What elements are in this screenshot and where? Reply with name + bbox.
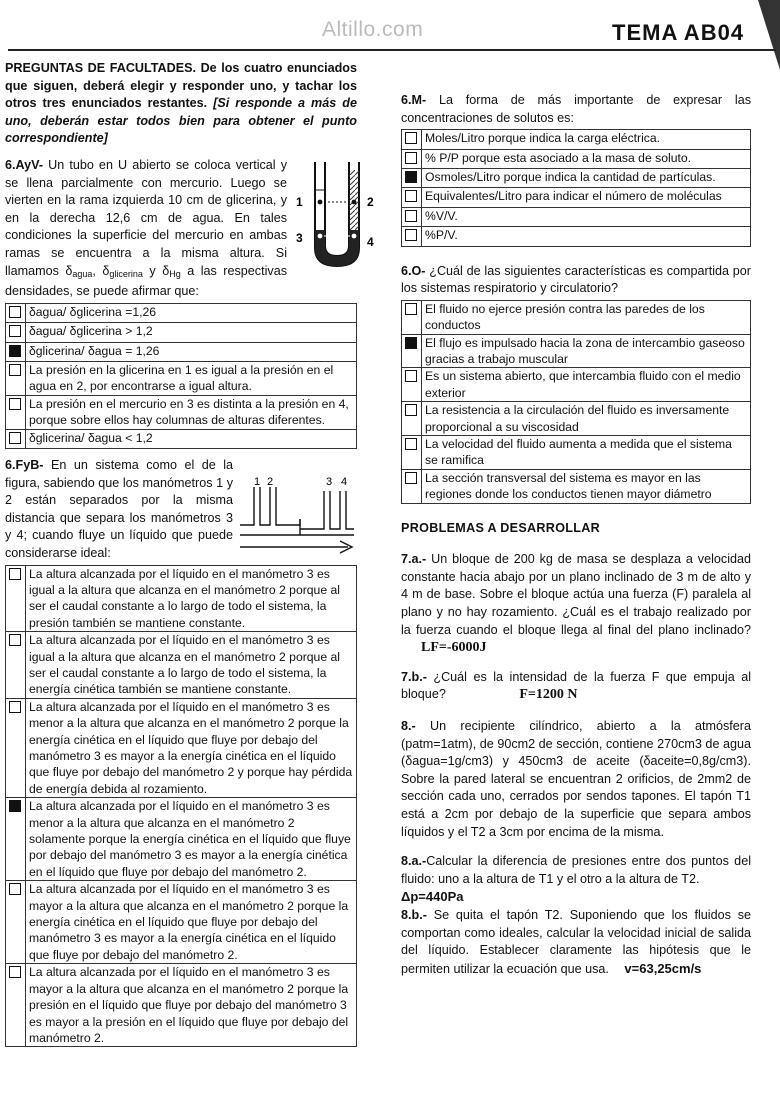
option-text: La velocidad del fluido aumenta a medida que el sistema se ramifica [422, 436, 751, 470]
option-row[interactable] [402, 207, 751, 226]
question-6m: 6.M- La forma de más importante de expresar las concentraciones de solutos es: [401, 93, 751, 125]
option-row[interactable] [402, 169, 751, 188]
checkbox[interactable] [405, 132, 417, 144]
option-text: El flujo es impulsado hacia la zona de intercambio gaseoso gracias a trabajo muscular [422, 334, 751, 368]
option-text: La altura alcanzada por el líquido en el manómetro 3 es mayor a la altura que alcanza en el manómetro 2 porque la presión en el líquido que fluye por debajo del manómetro 3 es mayor a la presión en el líquido que fluye por debajo del manómetro 2. [26, 964, 357, 1047]
option-row[interactable] [402, 334, 751, 368]
point-label: 3 [296, 231, 303, 245]
question-id: 6.AyV- [5, 157, 44, 172]
checkbox[interactable] [405, 472, 417, 484]
option-row[interactable] [402, 469, 751, 503]
u-tube-figure [295, 160, 377, 270]
answer: Δp=440Pa [401, 889, 464, 905]
question-6o: 6.O- ¿Cuál de las siguientes características es compartida por los sistemas respiratorio y circulatorio? [401, 263, 751, 296]
problem-7b: 7.b.- ¿Cuál es la intensidad de la fuerza F que empuja al bloque? F=1200 N [401, 669, 752, 703]
option-row[interactable] [6, 429, 357, 448]
option-row[interactable] [402, 402, 751, 436]
option-text: El fluido no ejerce presión contra las paredes de los conductos [422, 300, 751, 334]
checked-box[interactable] [9, 800, 21, 812]
checkbox[interactable] [405, 210, 417, 222]
checked-box[interactable] [405, 171, 417, 183]
option-text: La altura alcanzada por el líquido en el manómetro 3 es menor a la altura que alcanza en el manómetro 2 solamente porque la energía cinética en el líquido que fluye por debajo del manómetro 3 es mayor a la energía cinética en el líquido que fluye por debajo del manómetro 2. [26, 798, 357, 881]
exam-topic-code: TEMA AB04 [612, 20, 745, 45]
checkbox[interactable] [9, 966, 21, 978]
question-id: 6.FyB- [5, 457, 44, 472]
option-row[interactable] [6, 342, 357, 361]
checkbox[interactable] [9, 701, 21, 713]
option-text: δagua/ δglicerina =1,26 [26, 303, 357, 322]
options-6ayv [5, 303, 357, 449]
checkbox[interactable] [405, 152, 417, 164]
option-text: La altura alcanzada por el líquido en el manómetro 3 es igual a la altura que alcanza en el manómetro 2 porque al ser el caudal constante a lo largo de todo el sistema, la energía cinética también se mantiene constante. [26, 632, 357, 699]
right-column [401, 92, 751, 978]
option-text: Equivalentes/Litro para indicar el número de moléculas [422, 188, 751, 207]
point-label: 2 [367, 195, 374, 209]
option-text: La altura alcanzada por el líquido en el manómetro 3 es mayor a la altura que alcanza en el manómetro 2 porque la energía cinética en el líquido que fluye por debajo del manómetro 3 es mayor a la energía cinética en el líquido que fluye por debajo del manómetro 2. [26, 881, 357, 964]
checkbox[interactable] [9, 883, 21, 895]
option-text: %V/V. [422, 207, 751, 226]
problems-heading: PROBLEMAS A DESARROLLAR [401, 520, 601, 535]
option-text: % P/P porque esta asociado a la masa de soluto. [422, 149, 751, 168]
answer: LF=-6000J [421, 640, 487, 656]
checkbox[interactable] [9, 398, 21, 410]
option-row[interactable] [6, 698, 357, 797]
manometer-label: 3 [326, 477, 333, 488]
checkbox[interactable] [405, 370, 417, 382]
option-text: δglicerina/ δagua < 1,2 [26, 429, 357, 448]
option-text: La sección transversal del sistema es mayor en las regiones donde los conductos tienen mayor diámetro [422, 469, 751, 503]
checkbox[interactable] [405, 438, 417, 450]
manometer-pipe-figure [236, 477, 358, 557]
option-text: Es un sistema abierto, que intercambia fluido con el medio exterior [422, 368, 751, 402]
option-row[interactable] [6, 798, 357, 881]
instructions-main: PREGUNTAS DE FACULTADES. De los cuatro enunciados que siguen, deberá elegir y responder uno, y tachar los otros tres enunciados restantes. [5, 61, 357, 111]
option-row[interactable] [6, 323, 357, 342]
option-text: δagua/ δglicerina > 1,2 [26, 323, 357, 342]
option-text: La presión en el mercurio en 3 es distinta a la presión en 4, porque sobre ellos hay columnas de alturas diferentes. [26, 395, 357, 429]
instructions-note: [Si responde a más de uno, deberán estar todos bien para obtener el punto correspondiente] [5, 96, 357, 146]
checkbox[interactable] [9, 306, 21, 318]
option-row[interactable] [6, 303, 357, 322]
option-text: La altura alcanzada por el líquido en el manómetro 3 es menor a la altura que alcanza en el manómetro 2 porque la energía cinética en el líquido que fluye por debajo del manómetro 3 es mayor a la energía cinética en el líquido que fluye por debajo del manómetro 2 y porque hay pérdida de energía debida al rozamiento. [26, 698, 357, 797]
problem-7a: 7.a.- Un bloque de 200 kg de masa se desplaza a velocidad constante hacia abajo por un plano inclinado de 3 m de alto y 4 m de base. Sobre el bloque actúa una fuerza (F) paralela al plano y no hay rozamiento. ¿Cuál es el trabajo realizado por la fuerza cuando el bloque llega al final del plano inclinado? LF=-6000J [401, 552, 752, 656]
option-row[interactable] [6, 964, 357, 1047]
option-text: La presión en la glicerina en 1 es igual a la presión en el agua en 2, por encontrarse a igual altura. [26, 361, 357, 395]
point-label: 4 [367, 235, 374, 249]
option-row[interactable] [402, 368, 751, 402]
checkbox[interactable] [9, 432, 21, 444]
corner-fold [758, 0, 780, 70]
checkbox[interactable] [405, 190, 417, 202]
option-text: La resistencia a la circulación del fluido es inversamente proporcional a su viscosidad [422, 402, 751, 436]
point-label: 1 [296, 195, 303, 209]
option-row[interactable] [402, 130, 751, 149]
problem-8: 8.- Un recipiente cilíndrico, abierto a la atmósfera (patm=1atm), de 90cm2 de sección, contiene 270cm3 de agua (δagua=1g/cm3) y 450cm3 de aceite (δaceite=0,8g/cm3). Sobre la pared lateral se encuentran 2 orificios, de 2mm2 de sección cada uno, cerrados por sendos tapones. El tapón T1 está a 2cm por debajo de la superficie que separa ambos líquidos y el T2 a 3cm por encima de la misma. [401, 719, 752, 839]
problem-8b: 8.b.- Se quita el tapón T2. Suponiendo que los fluidos se comportan como ideales, calcular la velocidad inicial de salida del líquido. Establecer claramente las hipótesis que le permiten utilizar la ecuación que usa. v=63,25cm/s [401, 907, 751, 976]
checkbox[interactable] [9, 634, 21, 646]
site-brand: Altillo.com [322, 18, 424, 41]
checkbox[interactable] [9, 325, 21, 337]
header-rule [8, 49, 776, 51]
option-text: Moles/Litro porque indica la carga eléctrica. [422, 130, 751, 149]
option-row[interactable] [402, 188, 751, 207]
problem-8a: 8.a.-Calcular la diferencia de presiones entre dos puntos del fluido: uno a la altura de T1 y el otro a la altura de T2. Δp=440Pa [401, 854, 751, 905]
checked-box[interactable] [9, 345, 21, 357]
manometer-label: 1 [254, 477, 261, 488]
option-row[interactable] [402, 227, 751, 246]
checkbox[interactable] [9, 364, 21, 376]
option-text: δglicerina/ δagua = 1,26 [26, 342, 357, 361]
option-row[interactable] [6, 881, 357, 964]
option-row[interactable] [402, 436, 751, 470]
question-text: En un sistema como el de la figura, sabiendo que los manómetros 1 y 2 están separados por la misma distancia que separa los manómetros 3 y 4; cuando fluye un líquido que puede considerarse ideal: [5, 457, 234, 560]
option-row[interactable] [6, 565, 357, 632]
option-text: Osmoles/Litro porque indica la cantidad de partículas. [422, 169, 751, 188]
options-6o [401, 300, 751, 504]
option-text: La altura alcanzada por el líquido en el manómetro 3 es igual a la altura que alcanza en el manómetro 2 porque al ser el caudal constante a lo largo de todo el sistema, la presión también se mantiene constante. [26, 565, 357, 632]
checked-box[interactable] [405, 337, 417, 349]
checkbox[interactable] [405, 229, 417, 241]
option-row[interactable] [402, 149, 751, 168]
answer: v=63,25cm/s [624, 960, 702, 976]
options-6m [401, 129, 751, 246]
option-text: %P/V. [422, 227, 751, 246]
option-row[interactable] [6, 632, 357, 699]
question-text: Un tubo en U abierto se coloca vertical y se llena parcialmente con mercurio. Luego se vierten en la rama izquierda 10 cm de glicerina, y en la derecha 12,6 cm de agua. En tales condiciones la superficie del mercurio en ambas ramas se encuentra a la misma altura. Si llamamos δ [5, 157, 287, 278]
checkbox[interactable] [405, 303, 417, 315]
manometer-label: 4 [341, 477, 348, 488]
manometer-label: 2 [267, 477, 274, 488]
option-row[interactable] [6, 395, 357, 429]
options-6fyb [5, 565, 357, 1048]
checkbox[interactable] [9, 568, 21, 580]
option-row[interactable] [402, 300, 751, 334]
answer: F=1200 N [519, 687, 578, 703]
checkbox[interactable] [405, 404, 417, 416]
instructions [5, 60, 357, 148]
option-row[interactable] [6, 361, 357, 395]
question-6ayv: 6.AyV- Un tubo en U abierto se coloca vertical y se llena parcialmente con mercurio. Luego se vierten en la rama izquierda 10 cm de glicerina, y en la derecha 12,6 cm de agua. En tales condiciones la superficie del mercurio en ambas ramas se encuentra a la misma altura. Si llamamos $\delta_{agua}$, $\delta_{glicerina}$ y $\delta_{Hg}$ a las respectivas densidades, se puede afirmar que: [5, 157, 287, 299]
